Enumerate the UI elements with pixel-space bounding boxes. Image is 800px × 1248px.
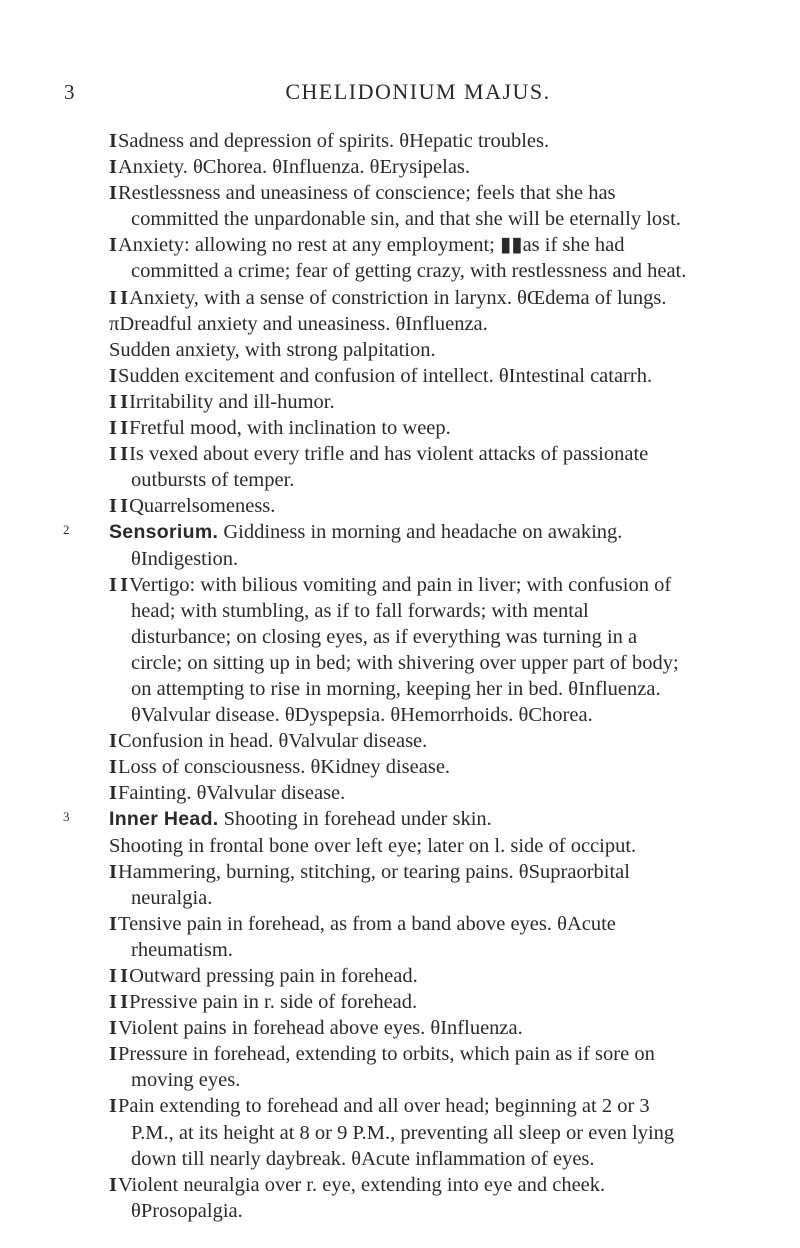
symptom-entry [109, 389, 689, 415]
symptom-entry [109, 180, 689, 232]
entry-text: Tensive pain in forehead, as from a band above eyes. θAcute rheumatism. [117, 912, 616, 961]
entry-text: Sadness and depression of spirits. θHepatic troubles. [117, 130, 550, 152]
emphasis-marker: I [109, 364, 116, 387]
entry-text: Violent pains in forehead above eyes. θInfluenza. [117, 1017, 523, 1040]
entry-text: Anxiety: allowing no rest at any employment; ▮▮as if she had committed a crime; fear of getting crazy, with restlessness and heat. [117, 234, 687, 283]
symptom-entry [109, 572, 689, 729]
symptom-entry [109, 154, 689, 180]
symptom-entry [109, 1093, 689, 1171]
entry-text: Pressive pain in r. side of forehead. [129, 991, 418, 1014]
symptom-entry [109, 963, 689, 989]
entry-text: Confusion in head. θValvular disease. [117, 730, 428, 753]
symptom-entry [109, 493, 689, 519]
emphasis-marker: I [109, 234, 116, 257]
emphasis-marker: I [109, 1017, 116, 1040]
symptom-entry [109, 859, 689, 911]
entry-text: Violent neuralgia over r. eye, extending into eye and cheek. θProsopalgia. [117, 1173, 606, 1222]
symptom-entry [109, 754, 689, 780]
emphasis-marker: I [109, 1173, 116, 1196]
running-title: CHELIDONIUM MAJUS. [285, 79, 551, 104]
symptom-entry [109, 780, 689, 806]
symptom-entry [109, 989, 689, 1015]
body-text [63, 128, 689, 1224]
symptom-entry [109, 441, 689, 493]
emphasis-marker: I I [109, 965, 128, 987]
entry-text: Sudden excitement and confusion of intellect. θIntestinal catarrh. [117, 364, 653, 387]
entry-text: Shooting in forehead under skin. [218, 808, 492, 831]
entry-text: πDreadful anxiety and uneasiness. θInfluenza. [109, 312, 488, 335]
symptom-entry [109, 911, 689, 963]
entry-text: Pain extending to forehead and all over head; beginning at 2 or 3 P.M., at its height at 8 or 9 P.M., preventing all sleep or even lying down till nearly daybreak. θAcute inflammation of eyes. [117, 1095, 675, 1170]
entry-text: Irritability and ill-humor. [129, 390, 335, 413]
entry-text: Fainting. θValvular disease. [117, 782, 346, 805]
entry-text: Is vexed about every trifle and has violent attacks of passionate outbursts of temper. [129, 443, 649, 492]
symptom-entry [109, 833, 689, 859]
emphasis-marker: I [109, 756, 116, 779]
emphasis-marker: I I [109, 573, 128, 596]
emphasis-marker: I I [109, 417, 128, 440]
symptom-entry [109, 728, 689, 754]
symptom-entry [109, 232, 689, 284]
emphasis-marker: I I [109, 443, 128, 466]
section-title: Sensorium. [109, 521, 219, 544]
symptom-entry [109, 363, 689, 389]
section-entry: 3 Inner Head. Shooting in forehead under skin. [63, 808, 492, 831]
entry-text: Pressure in forehead, extending to orbits, which pain as if sore on moving eyes. [117, 1043, 655, 1092]
symptom-entry [109, 128, 689, 154]
symptom-entry [109, 311, 689, 337]
emphasis-marker: I [109, 1043, 116, 1066]
entry-text: Shooting in frontal bone over left eye; later on l. side of occiput. [109, 834, 637, 857]
entry-text: Anxiety, with a sense of constriction in larynx. θŒdema of lungs. [129, 286, 667, 309]
symptom-entry [109, 1015, 689, 1041]
emphasis-marker: I [109, 182, 116, 205]
entry-text: Sudden anxiety, with strong palpitation. [109, 338, 436, 361]
emphasis-marker: I I [109, 286, 128, 309]
entry-text: Giddiness in morning and headache on awaking. θIndigestion. [131, 521, 623, 570]
entry-text: Fretful mood, with inclination to weep. [129, 417, 451, 440]
emphasis-marker: I [109, 1095, 116, 1118]
symptom-entry [109, 285, 689, 311]
symptom-entry [109, 1041, 689, 1093]
symptom-entry [109, 1172, 689, 1224]
emphasis-marker: I [109, 730, 116, 753]
entry-text: Outward pressing pain in forehead. [129, 965, 418, 987]
emphasis-marker: I [109, 860, 116, 883]
entry-text: Hammering, burning, stitching, or tearing pains. θSupraorbital neuralgia. [117, 860, 630, 909]
page-number: 3 [64, 80, 75, 104]
section-entry: 2 Sensorium. Giddiness in morning and headache on awaking. θIndigestion. [63, 521, 623, 570]
symptom-entry [109, 337, 689, 363]
emphasis-marker: I [109, 156, 116, 179]
entry-text: Vertigo: with bilious vomiting and pain in liver; with confusion of head; with stumbling, as if to fall forwards; with mental disturbance; on closing eyes, as if everything was turning in a circle; on sitting up in bed; with shivering over upper part of body; on attempting to rise in morning, keeping her in bed. θInfluenza. θValvular disease. θDyspepsia. θHemorrhoids. θChorea. [129, 573, 679, 727]
entry-text: Anxiety. θChorea. θInfluenza. θErysipelas. [117, 156, 471, 179]
entry-text: Restlessness and uneasiness of conscience; feels that she has committed the unpardonable sin, and that she will be eternally lost. [117, 182, 681, 231]
entry-text: Loss of consciousness. θKidney disease. [117, 756, 451, 779]
emphasis-marker: I [109, 782, 116, 805]
emphasis-marker: I [109, 912, 116, 935]
entry-text: Quarrelsomeness. [129, 495, 276, 518]
emphasis-marker: I I [109, 390, 128, 413]
section-title: Inner Head. [109, 808, 219, 831]
emphasis-marker: I I [109, 495, 128, 518]
symptom-entry [109, 415, 689, 441]
emphasis-marker: I [109, 130, 116, 152]
emphasis-marker: I I [109, 991, 128, 1014]
